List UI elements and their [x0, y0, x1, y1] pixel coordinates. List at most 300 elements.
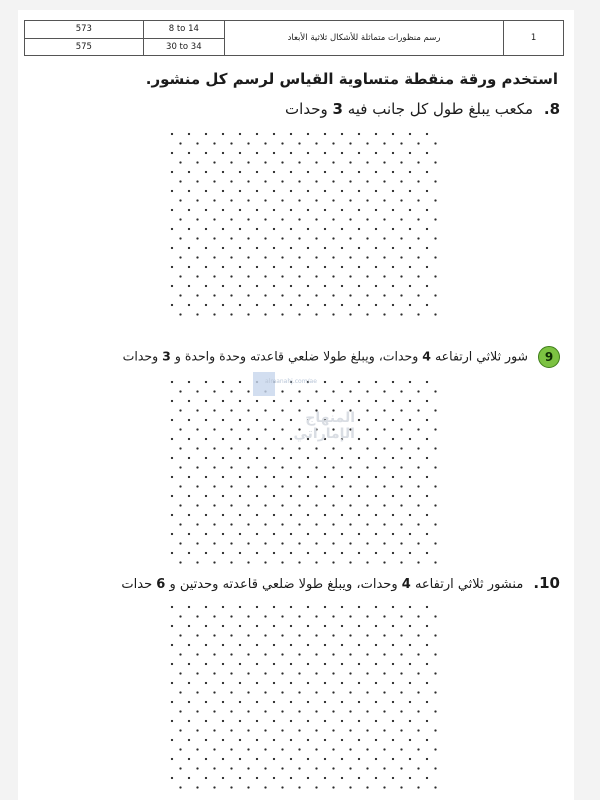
- question-9: [123, 346, 560, 368]
- grid-dot: [196, 729, 198, 731]
- grid-dot: [332, 653, 334, 655]
- grid-dot: [196, 428, 198, 430]
- grid-dot: [426, 304, 428, 306]
- grid-dot: [179, 199, 181, 201]
- grid-dot: [205, 552, 207, 554]
- grid-dot: [375, 209, 377, 211]
- grid-dot: [417, 275, 419, 277]
- grid-dot: [230, 256, 232, 258]
- isometric-dot-grid-10[interactable]: [168, 605, 440, 790]
- grid-dot: [349, 466, 351, 468]
- grid-dot: [290, 285, 292, 287]
- grid-dot: [307, 663, 309, 665]
- grid-dot: [341, 457, 343, 459]
- grid-dot: [264, 748, 266, 750]
- grid-dot: [273, 266, 275, 268]
- grid-dot: [239, 533, 241, 535]
- grid-dot: [383, 710, 385, 712]
- grid-dot: [298, 523, 300, 525]
- grid-dot: [409, 285, 411, 287]
- grid-dot: [222, 552, 224, 554]
- grid-dot: [434, 428, 436, 430]
- grid-dot: [179, 691, 181, 693]
- grid-dot: [358, 663, 360, 665]
- grid-dot: [332, 313, 334, 315]
- grid-dot: [349, 161, 351, 163]
- grid-dot: [264, 199, 266, 201]
- grid-dot: [256, 304, 258, 306]
- grid-dot: [222, 514, 224, 516]
- grid-dot: [417, 256, 419, 258]
- grid-dot: [171, 171, 173, 173]
- grid-dot: [417, 466, 419, 468]
- grid-dot: [188, 209, 190, 211]
- grid-dot: [171, 777, 173, 779]
- grid-dot: [273, 304, 275, 306]
- grid-dot: [230, 672, 232, 674]
- grid-dot: [324, 171, 326, 173]
- grid-dot: [417, 767, 419, 769]
- grid-dot: [213, 542, 215, 544]
- grid-dot: [264, 786, 266, 788]
- grid-dot: [324, 304, 326, 306]
- grid-dot: [298, 615, 300, 617]
- grid-dot: [426, 171, 428, 173]
- grid-dot: [256, 552, 258, 554]
- grid-dot: [213, 561, 215, 563]
- grid-dot: [298, 447, 300, 449]
- grid-dot: [264, 653, 266, 655]
- grid-dot: [375, 476, 377, 478]
- grid-dot: [230, 218, 232, 220]
- grid-dot: [392, 495, 394, 497]
- grid-dot: [349, 447, 351, 449]
- grid-dot: [247, 447, 249, 449]
- grid-dot: [273, 533, 275, 535]
- grid-dot: [230, 294, 232, 296]
- question-10-number: 10.: [533, 574, 560, 592]
- grid-dot: [281, 615, 283, 617]
- grid-dot: [205, 190, 207, 192]
- grid-dot: [196, 523, 198, 525]
- grid-dot: [196, 615, 198, 617]
- grid-dot: [341, 644, 343, 646]
- grid-dot: [213, 294, 215, 296]
- grid-dot: [290, 266, 292, 268]
- grid-dot: [179, 523, 181, 525]
- grid-dot: [307, 625, 309, 627]
- grid-dot: [383, 161, 385, 163]
- grid-dot: [213, 634, 215, 636]
- grid-dot: [358, 381, 360, 383]
- grid-dot: [341, 171, 343, 173]
- grid-dot: [179, 672, 181, 674]
- grid-dot: [315, 786, 317, 788]
- grid-dot: [264, 504, 266, 506]
- grid-dot: [392, 438, 394, 440]
- grid-dot: [417, 615, 419, 617]
- grid-dot: [171, 285, 173, 287]
- grid-dot: [247, 161, 249, 163]
- grid-dot: [273, 682, 275, 684]
- grid-dot: [205, 304, 207, 306]
- grid-dot: [426, 701, 428, 703]
- grid-dot: [375, 758, 377, 760]
- grid-dot: [239, 266, 241, 268]
- grid-dot: [196, 786, 198, 788]
- grid-dot: [409, 663, 411, 665]
- grid-dot: [281, 653, 283, 655]
- grid-dot: [358, 758, 360, 760]
- grid-dot: [400, 710, 402, 712]
- grid-dot: [417, 313, 419, 315]
- grid-dot: [179, 729, 181, 731]
- grid-dot: [307, 758, 309, 760]
- grid-dot: [171, 533, 173, 535]
- grid-dot: [298, 313, 300, 315]
- grid-dot: [264, 218, 266, 220]
- grid-dot: [264, 466, 266, 468]
- grid-dot: [315, 180, 317, 182]
- grid-dot: [358, 644, 360, 646]
- grid-dot: [273, 777, 275, 779]
- grid-dot: [358, 777, 360, 779]
- grid-dot: [264, 615, 266, 617]
- grid-dot: [409, 266, 411, 268]
- grid-dot: [307, 495, 309, 497]
- grid-dot: [332, 256, 334, 258]
- grid-dot: [358, 739, 360, 741]
- dot-grid-svg: [168, 605, 440, 790]
- grid-dot: [290, 701, 292, 703]
- question-10-mid: وحدات، ويبلغ طولا ضلعي قاعدته وحدتين و: [169, 577, 398, 592]
- grid-dot: [290, 190, 292, 192]
- grid-dot: [188, 190, 190, 192]
- grid-dot: [400, 561, 402, 563]
- grid-dot: [205, 495, 207, 497]
- grid-dot: [239, 228, 241, 230]
- grid-dot: [239, 171, 241, 173]
- grid-dot: [315, 561, 317, 563]
- grid-dot: [188, 720, 190, 722]
- grid-dot: [324, 457, 326, 459]
- grid-dot: [375, 285, 377, 287]
- grid-dot: [281, 691, 283, 693]
- grid-dot: [179, 142, 181, 144]
- grid-dot: [324, 663, 326, 665]
- grid-dot: [290, 663, 292, 665]
- grid-dot: [417, 294, 419, 296]
- grid-dot: [171, 419, 173, 421]
- grid-dot: [417, 748, 419, 750]
- grid-dot: [171, 514, 173, 516]
- grid-dot: [417, 504, 419, 506]
- grid-dot: [366, 729, 368, 731]
- grid-dot: [213, 199, 215, 201]
- grid-dot: [290, 209, 292, 211]
- question-9-mid: وحدات، ويبلغ طولا ضلعي قاعدته وحدة واحدة و: [174, 348, 419, 364]
- grid-dot: [383, 313, 385, 315]
- grid-dot: [256, 758, 258, 760]
- grid-dot: [239, 457, 241, 459]
- question-10-text: منشور ثلاثي ارتفاعه: [414, 577, 524, 592]
- grid-dot: [264, 767, 266, 769]
- grid-dot: [196, 466, 198, 468]
- grid-dot: [358, 606, 360, 608]
- grid-dot: [324, 533, 326, 535]
- grid-dot: [247, 672, 249, 674]
- grid-dot: [307, 171, 309, 173]
- grid-dot: [179, 767, 181, 769]
- grid-dot: [213, 466, 215, 468]
- grid-dot: [315, 466, 317, 468]
- grid-dot: [239, 758, 241, 760]
- grid-dot: [426, 777, 428, 779]
- grid-dot: [358, 682, 360, 684]
- grid-dot: [256, 209, 258, 211]
- grid-dot: [366, 180, 368, 182]
- grid-dot: [230, 275, 232, 277]
- grid-dot: [307, 514, 309, 516]
- grid-dot: [358, 514, 360, 516]
- grid-dot: [307, 304, 309, 306]
- grid-dot: [375, 682, 377, 684]
- grid-dot: [434, 729, 436, 731]
- grid-dot: [188, 663, 190, 665]
- grid-dot: [188, 419, 190, 421]
- grid-dot: [392, 533, 394, 535]
- grid-dot: [383, 504, 385, 506]
- grid-dot: [290, 533, 292, 535]
- grid-dot: [256, 285, 258, 287]
- grid-dot: [213, 161, 215, 163]
- grid-dot: [307, 739, 309, 741]
- grid-dot: [426, 682, 428, 684]
- grid-dot: [179, 294, 181, 296]
- grid-dot: [366, 447, 368, 449]
- grid-dot: [213, 180, 215, 182]
- grid-dot: [290, 476, 292, 478]
- grid-dot: [366, 767, 368, 769]
- grid-dot: [298, 634, 300, 636]
- grid-dot: [230, 180, 232, 182]
- grid-dot: [417, 542, 419, 544]
- grid-dot: [315, 199, 317, 201]
- grid-dot: [307, 777, 309, 779]
- grid-dot: [290, 552, 292, 554]
- grid-dot: [417, 561, 419, 563]
- grid-dot: [256, 777, 258, 779]
- grid-dot: [256, 739, 258, 741]
- grid-dot: [222, 190, 224, 192]
- grid-dot: [239, 552, 241, 554]
- grid-dot: [230, 142, 232, 144]
- grid-dot: [239, 625, 241, 627]
- grid-dot: [281, 447, 283, 449]
- grid-dot: [196, 256, 198, 258]
- grid-dot: [315, 748, 317, 750]
- grid-dot: [400, 767, 402, 769]
- grid-dot: [324, 514, 326, 516]
- grid-dot: [409, 152, 411, 154]
- grid-dot: [375, 152, 377, 154]
- grid-dot: [383, 294, 385, 296]
- grid-dot: [196, 237, 198, 239]
- grid-dot: [366, 710, 368, 712]
- grid-dot: [341, 720, 343, 722]
- grid-dot: [205, 739, 207, 741]
- grid-dot: [426, 663, 428, 665]
- grid-dot: [341, 190, 343, 192]
- grid-dot: [222, 533, 224, 535]
- grid-dot: [230, 634, 232, 636]
- grid-dot: [383, 786, 385, 788]
- question-9-value-a: 4: [422, 348, 431, 364]
- grid-dot: [409, 739, 411, 741]
- grid-dot: [290, 133, 292, 135]
- grid-dot: [400, 748, 402, 750]
- grid-dot: [409, 606, 411, 608]
- grid-dot: [213, 447, 215, 449]
- dot-grid-svg: [168, 132, 440, 322]
- grid-dot: [358, 533, 360, 535]
- grid-dot: [383, 390, 385, 392]
- question-9-value-b: 3: [162, 348, 171, 364]
- grid-dot: [417, 729, 419, 731]
- grid-dot: [188, 381, 190, 383]
- grid-dot: [230, 767, 232, 769]
- grid-dot: [171, 381, 173, 383]
- grid-dot: [332, 691, 334, 693]
- grid-dot: [426, 552, 428, 554]
- grid-dot: [341, 682, 343, 684]
- grid-dot: [196, 561, 198, 563]
- grid-dot: [188, 438, 190, 440]
- grid-dot: [239, 682, 241, 684]
- grid-dot: [247, 653, 249, 655]
- grid-dot: [324, 209, 326, 211]
- grid-dot: [392, 739, 394, 741]
- grid-dot: [196, 199, 198, 201]
- grid-dot: [171, 247, 173, 249]
- grid-dot: [383, 180, 385, 182]
- grid-dot: [290, 247, 292, 249]
- grid-dot: [264, 161, 266, 163]
- grid-dot: [230, 691, 232, 693]
- grid-dot: [375, 606, 377, 608]
- grid-dot: [264, 729, 266, 731]
- grid-dot: [273, 606, 275, 608]
- grid-dot: [264, 142, 266, 144]
- grid-dot: [281, 142, 283, 144]
- grid-dot: [375, 701, 377, 703]
- grid-dot: [349, 691, 351, 693]
- grid-dot: [426, 419, 428, 421]
- grid-dot: [366, 561, 368, 563]
- grid-dot: [213, 786, 215, 788]
- grid-dot: [366, 142, 368, 144]
- grid-dot: [392, 720, 394, 722]
- grid-dot: [264, 237, 266, 239]
- grid-dot: [171, 152, 173, 154]
- grid-dot: [375, 304, 377, 306]
- grid-dot: [358, 266, 360, 268]
- grid-dot: [179, 786, 181, 788]
- grid-dot: [434, 672, 436, 674]
- grid-dot: [307, 190, 309, 192]
- grid-dot: [230, 748, 232, 750]
- isometric-dot-grid-8[interactable]: [168, 132, 440, 322]
- grid-dot: [256, 457, 258, 459]
- grid-dot: [247, 294, 249, 296]
- grid-dot: [400, 313, 402, 315]
- grid-dot: [315, 142, 317, 144]
- grid-dot: [298, 542, 300, 544]
- page-number-cell: 1: [504, 21, 564, 56]
- grid-dot: [332, 672, 334, 674]
- grid-dot: [179, 313, 181, 315]
- grid-dot: [400, 691, 402, 693]
- grid-dot: [434, 710, 436, 712]
- grid-dot: [366, 256, 368, 258]
- grid-dot: [188, 625, 190, 627]
- grid-dot: [290, 152, 292, 154]
- grid-dot: [409, 209, 411, 211]
- grid-dot: [213, 504, 215, 506]
- grid-dot: [290, 304, 292, 306]
- grid-dot: [196, 672, 198, 674]
- grid-dot: [383, 275, 385, 277]
- question-8-value: 3: [332, 100, 343, 118]
- grid-dot: [392, 266, 394, 268]
- grid-dot: [409, 701, 411, 703]
- grid-dot: [264, 561, 266, 563]
- grid-dot: [256, 190, 258, 192]
- grid-dot: [315, 504, 317, 506]
- grid-dot: [281, 786, 283, 788]
- grid-dot: [188, 682, 190, 684]
- grid-dot: [247, 313, 249, 315]
- grid-dot: [358, 476, 360, 478]
- grid-dot: [366, 428, 368, 430]
- grid-dot: [298, 218, 300, 220]
- question-8-number: 8.: [543, 100, 560, 118]
- grid-dot: [196, 409, 198, 411]
- grid-dot: [400, 409, 402, 411]
- grid-dot: [247, 180, 249, 182]
- grid-dot: [222, 152, 224, 154]
- grid-dot: [341, 152, 343, 154]
- grid-dot: [298, 691, 300, 693]
- grid-dot: [392, 514, 394, 516]
- grid-dot: [273, 663, 275, 665]
- grid-dot: [392, 606, 394, 608]
- grid-dot: [417, 672, 419, 674]
- grid-dot: [247, 256, 249, 258]
- grid-dot: [324, 495, 326, 497]
- grid-dot: [426, 476, 428, 478]
- grid-dot: [366, 691, 368, 693]
- grid-dot: [222, 400, 224, 402]
- grid-dot: [315, 691, 317, 693]
- grid-dot: [222, 209, 224, 211]
- grid-dot: [383, 237, 385, 239]
- grid-dot: [400, 294, 402, 296]
- grid-dot: [256, 495, 258, 497]
- grid-dot: [171, 209, 173, 211]
- grid-dot: [417, 142, 419, 144]
- grid-dot: [239, 190, 241, 192]
